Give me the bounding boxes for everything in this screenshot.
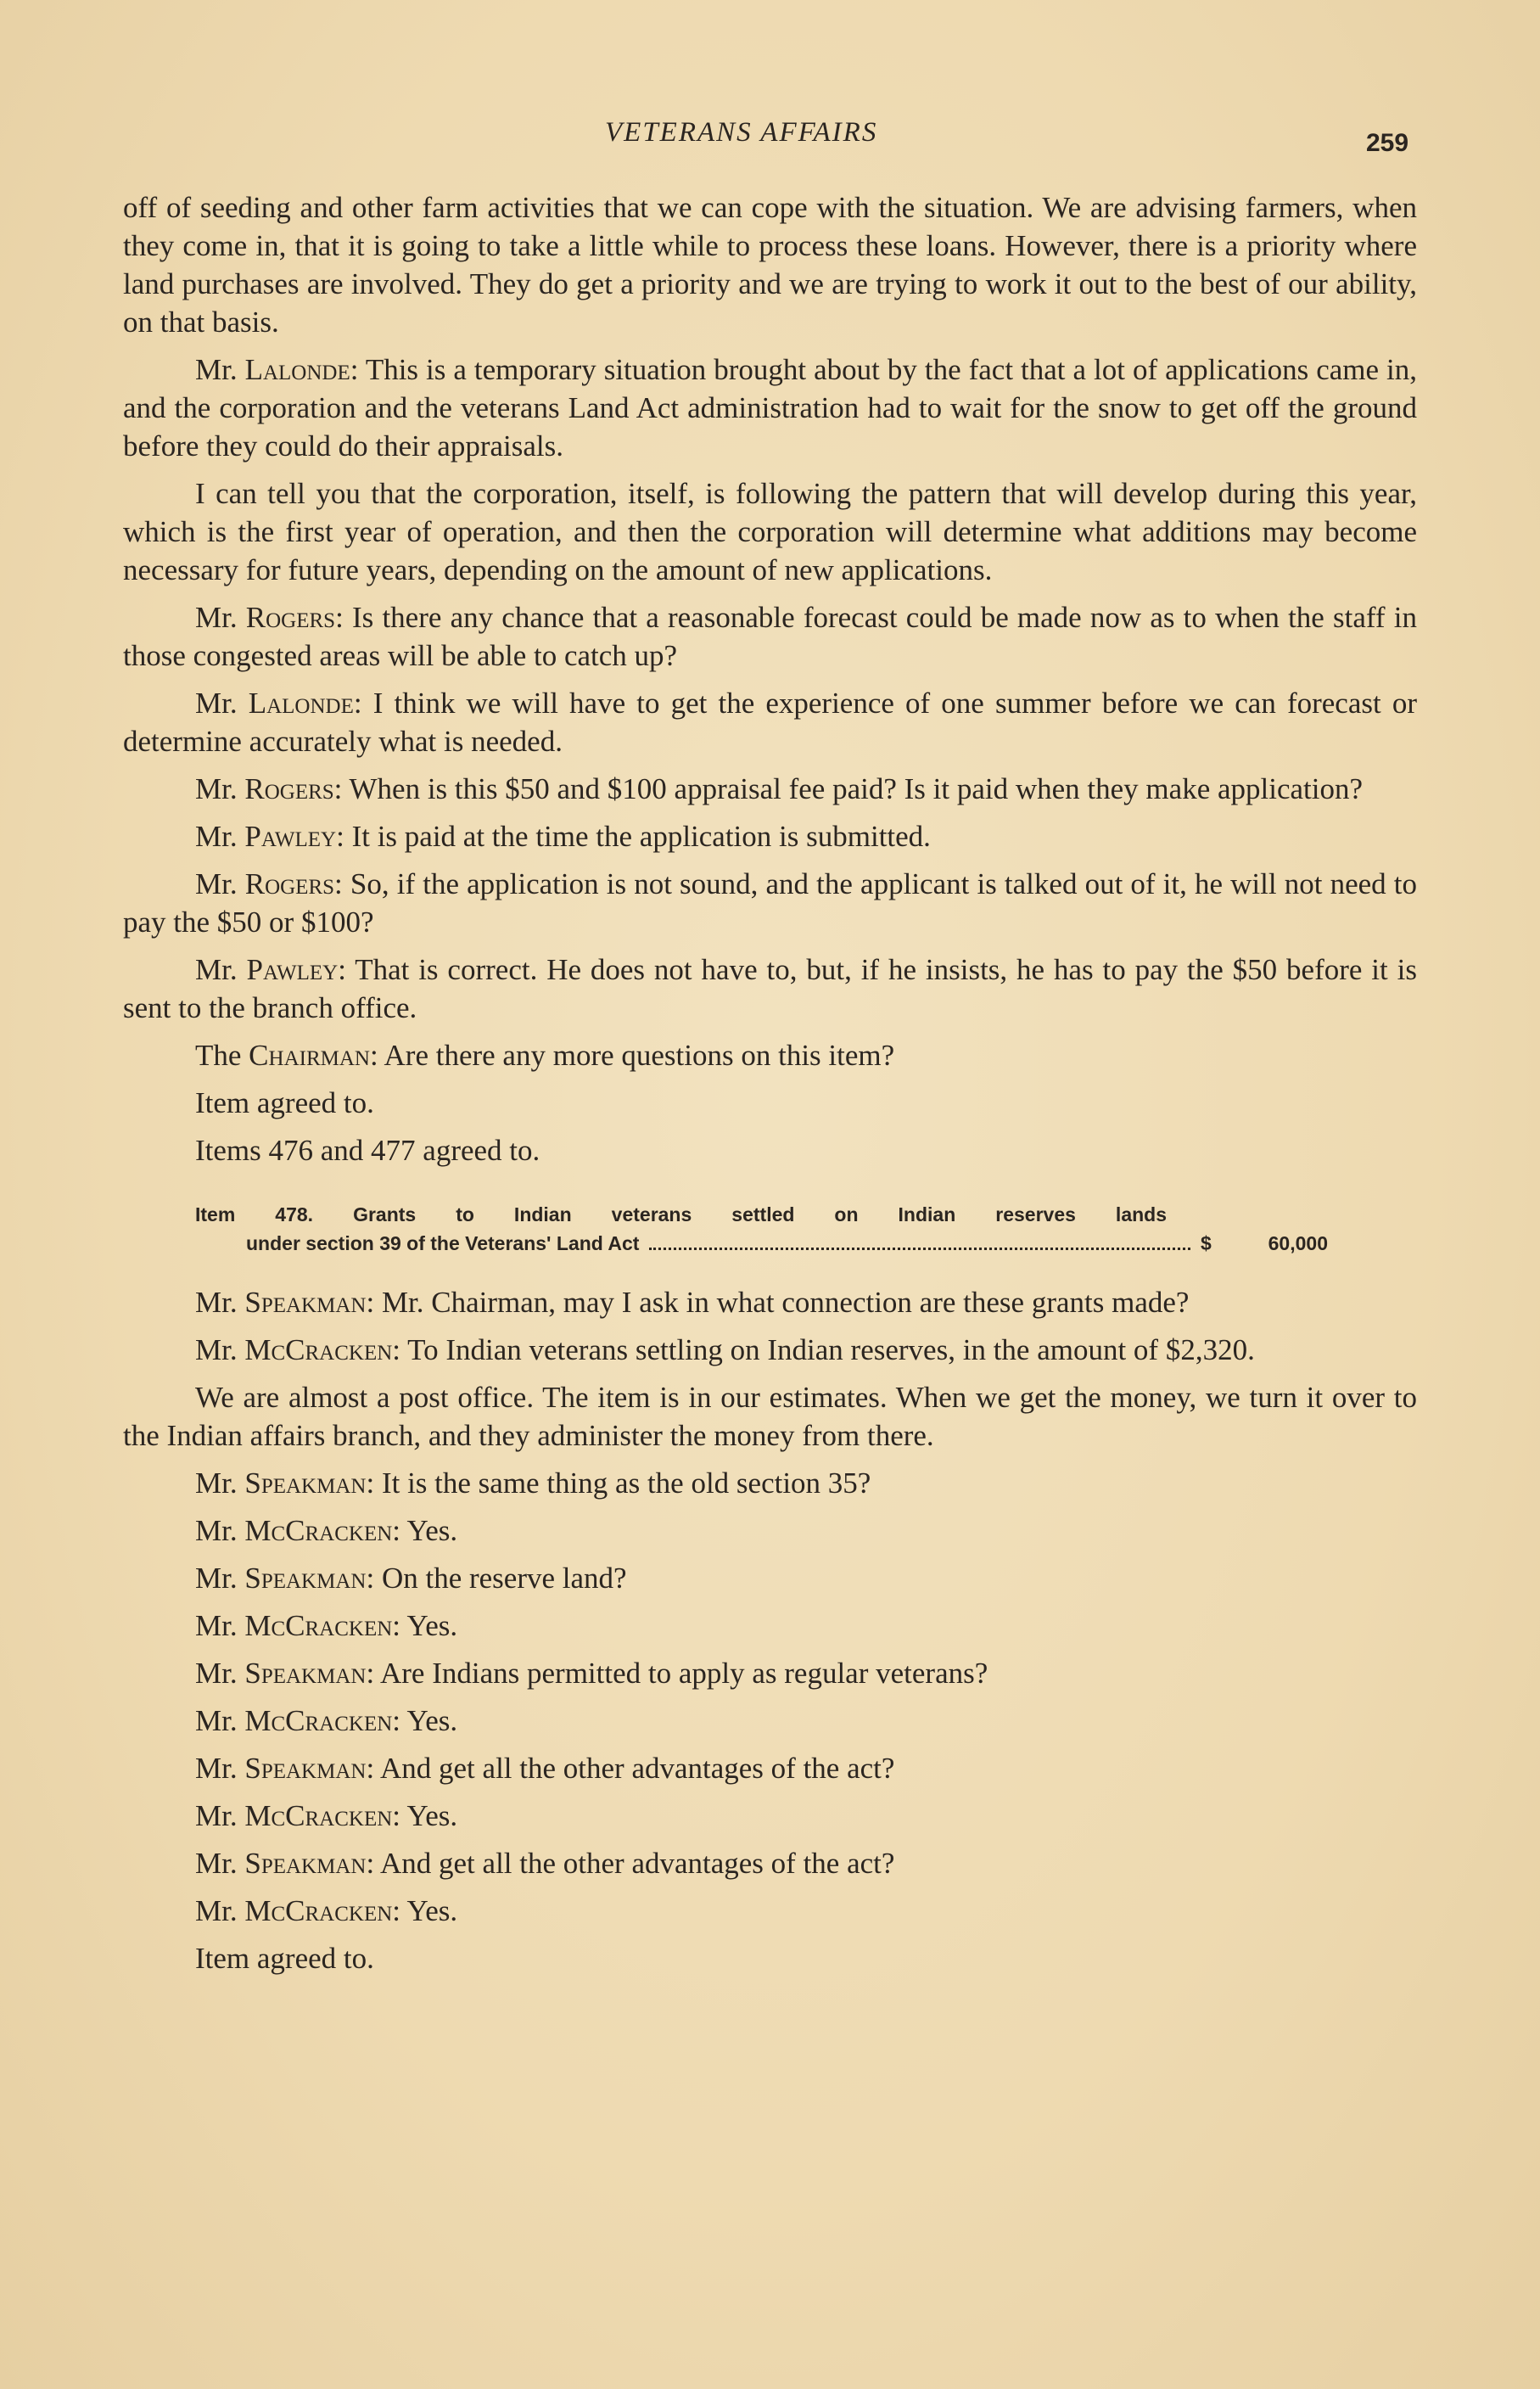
speaker-title: Mr. bbox=[195, 1657, 245, 1690]
speaker-title: Mr. bbox=[195, 601, 246, 634]
speaker-title: Mr. bbox=[195, 1609, 245, 1642]
paragraph-text: Yes. bbox=[406, 1514, 458, 1547]
speech-paragraph bbox=[123, 1844, 1417, 1882]
paragraph-text: Item agreed to. bbox=[195, 1086, 374, 1119]
speaker-colon: : bbox=[392, 1609, 407, 1642]
text-paragraph bbox=[123, 1131, 1417, 1169]
text-paragraph bbox=[123, 474, 1417, 589]
speaker-colon: : bbox=[392, 1704, 407, 1737]
estimate-item-title: Item 478. Grants to Indian veterans settled on Indian reserves lands bbox=[195, 1203, 1167, 1225]
speaker-name: Speakman bbox=[244, 1847, 367, 1880]
paragraph-text: It is the same thing as the old section 35? bbox=[381, 1466, 871, 1500]
speaker-colon: : bbox=[366, 1752, 380, 1785]
text-paragraph bbox=[123, 1939, 1417, 1977]
speaker-colon: : bbox=[334, 867, 350, 900]
speaker-name: Rogers bbox=[245, 601, 336, 634]
speech-paragraph bbox=[123, 1036, 1417, 1074]
speaker-title: Mr. bbox=[195, 1562, 245, 1595]
speaker-colon: : bbox=[333, 772, 350, 805]
paragraph-text: On the reserve land? bbox=[381, 1562, 627, 1595]
speaker-title: Mr. bbox=[195, 1466, 245, 1500]
speech-paragraph bbox=[123, 770, 1417, 808]
speaker-title: Mr. bbox=[195, 1799, 245, 1832]
speaker-title: Mr. bbox=[195, 1704, 245, 1737]
speech-paragraph bbox=[123, 1283, 1417, 1321]
estimate-item-currency: $ bbox=[1201, 1232, 1212, 1254]
speaker-colon: : bbox=[392, 1333, 408, 1366]
speaker-name: McCracken bbox=[244, 1514, 393, 1547]
speaker-name: Speakman bbox=[244, 1286, 367, 1319]
paragraph-text: I can tell you that the corporation, itself, is following the pattern that will develop during this year, which is the first year of operation, and then the corporation will determine what additions may become necessary for future years, depending on the amount of new applications. bbox=[123, 477, 1417, 586]
speaker-title: Mr. bbox=[195, 1847, 245, 1880]
speech-paragraph bbox=[123, 1654, 1417, 1692]
paragraph-text: Items 476 and 477 agreed to. bbox=[195, 1134, 540, 1167]
speech-paragraph bbox=[123, 1464, 1417, 1502]
paragraph-text: So, if the application is not sound, and the applicant is talked out of it, he will not need to pay the $50 or $100? bbox=[123, 867, 1417, 939]
speaker-colon: : bbox=[366, 1466, 382, 1500]
speaker-title: Mr. bbox=[195, 1514, 245, 1547]
speech-paragraph bbox=[123, 817, 1417, 855]
paragraphs-after bbox=[123, 1283, 1417, 1977]
speaker-colon: : bbox=[392, 1799, 407, 1832]
paragraph-text: That is correct. He does not have to, but, if he insists, he has to pay the $50 before it is sent to the branch office. bbox=[123, 953, 1417, 1024]
estimate-item-amount-group bbox=[1201, 1229, 1328, 1258]
paragraph-text: Yes. bbox=[406, 1894, 458, 1927]
paragraph-text: Is there any chance that a reasonable forecast could be made now as to when the staff in those congested areas will be able to catch up? bbox=[123, 601, 1417, 672]
speech-paragraph bbox=[123, 1702, 1417, 1740]
speaker-colon: : bbox=[366, 1286, 382, 1319]
speaker-title: Mr. bbox=[195, 867, 245, 900]
speaker-colon: : bbox=[350, 353, 366, 386]
paragraph-text: This is a temporary situation brought about by the fact that a lot of applications came in, and the corporation and the veterans Land Act administration had to wait for the snow to get off the ground before they could do their appraisals. bbox=[123, 353, 1418, 463]
speaker-name: McCracken bbox=[244, 1704, 393, 1737]
speaker-title: Mr. bbox=[195, 1752, 245, 1785]
speaker-name: Lalonde bbox=[244, 353, 350, 386]
estimate-item bbox=[123, 1200, 1417, 1258]
speaker-colon: : bbox=[336, 820, 352, 853]
running-title: VETERANS AFFAIRS bbox=[605, 117, 878, 148]
paragraph-text: off of seeding and other farm activities that we can cope with the situation. We are advising farmers, when they come in, that it is going to take a little while to process these loans. However, there is a priority where land purchases are involved. They do get a priority and we are trying to work it out to the best of our ability, on that basis. bbox=[123, 191, 1417, 339]
speaker-colon: : bbox=[392, 1514, 407, 1547]
estimate-item-amount: 60,000 bbox=[1268, 1232, 1328, 1254]
speaker-title: Mr. bbox=[195, 1333, 245, 1366]
paragraph-text: To Indian veterans settling on Indian reserves, in the amount of $2,320. bbox=[407, 1333, 1255, 1366]
paragraph-text: We are almost a post office. The item is in our estimates. When we get the money, we turn it over to the Indian affairs branch, and they administer the money from there. bbox=[123, 1381, 1417, 1452]
paragraph-text: And get all the other advantages of the act? bbox=[380, 1847, 895, 1880]
speaker-name: Chairman bbox=[249, 1039, 370, 1072]
text-paragraph bbox=[123, 188, 1417, 341]
speech-paragraph bbox=[123, 1559, 1417, 1597]
speech-paragraph bbox=[123, 1749, 1417, 1787]
text-paragraph bbox=[123, 1084, 1417, 1122]
paragraph-text: Are Indians permitted to apply as regular veterans? bbox=[380, 1657, 988, 1690]
speaker-title: Mr. bbox=[195, 953, 247, 986]
estimate-item-line2 bbox=[123, 1229, 1328, 1258]
speaker-name: Rogers bbox=[244, 867, 335, 900]
speaker-name: McCracken bbox=[244, 1799, 393, 1832]
speaker-colon: : bbox=[366, 1657, 380, 1690]
speech-paragraph bbox=[123, 684, 1417, 760]
speaker-name: Speakman bbox=[244, 1466, 367, 1500]
speaker-title: Mr. bbox=[195, 687, 249, 720]
speaker-title: Mr. bbox=[195, 820, 245, 853]
paragraph-text: And get all the other advantages of the act? bbox=[380, 1752, 895, 1785]
body-text bbox=[123, 188, 1417, 1987]
speaker-colon: : bbox=[335, 601, 352, 634]
paragraphs-before bbox=[123, 188, 1417, 1169]
speech-paragraph bbox=[123, 865, 1417, 941]
speaker-title: Mr. bbox=[195, 353, 245, 386]
running-head bbox=[0, 117, 1540, 160]
speech-paragraph bbox=[123, 1797, 1417, 1835]
paragraph-text: Yes. bbox=[406, 1799, 458, 1832]
speaker-title: Mr. bbox=[195, 772, 245, 805]
speaker-colon: : bbox=[366, 1562, 382, 1595]
paragraph-text: Mr. Chairman, may I ask in what connection are these grants made? bbox=[381, 1286, 1190, 1319]
speaker-name: McCracken bbox=[244, 1333, 393, 1366]
speech-paragraph bbox=[123, 350, 1417, 465]
speaker-name: McCracken bbox=[244, 1894, 393, 1927]
speech-paragraph bbox=[123, 1331, 1417, 1369]
speaker-colon: : bbox=[392, 1894, 407, 1927]
paragraph-text: Yes. bbox=[406, 1704, 458, 1737]
paragraph-text: Item agreed to. bbox=[195, 1942, 374, 1975]
page-number: 259 bbox=[1366, 129, 1409, 157]
speaker-title: Mr. bbox=[195, 1286, 245, 1319]
speaker-name: McCracken bbox=[244, 1609, 393, 1642]
paragraph-text: Yes. bbox=[406, 1609, 458, 1642]
speaker-name: Speakman bbox=[244, 1657, 367, 1690]
speech-paragraph bbox=[123, 951, 1417, 1027]
speaker-colon: : bbox=[353, 687, 373, 720]
dot-leaders bbox=[649, 1248, 1190, 1250]
speaker-name: Pawley bbox=[246, 953, 339, 986]
speech-paragraph bbox=[123, 1892, 1417, 1930]
speaker-name: Lalonde bbox=[248, 687, 354, 720]
paragraph-text: Are there any more questions on this item? bbox=[384, 1039, 895, 1072]
speech-paragraph bbox=[123, 1607, 1417, 1645]
speaker-title: Mr. bbox=[195, 1894, 245, 1927]
speaker-name: Speakman bbox=[244, 1752, 367, 1785]
speaker-name: Rogers bbox=[244, 772, 334, 805]
speaker-name: Speakman bbox=[244, 1562, 367, 1595]
speaker-colon: : bbox=[366, 1847, 380, 1880]
paragraph-text: When is this $50 and $100 appraisal fee paid? Is it paid when they make application? bbox=[349, 772, 1364, 805]
speaker-name: Pawley bbox=[244, 820, 337, 853]
paragraph-text: It is paid at the time the application is submitted. bbox=[351, 820, 931, 853]
speech-paragraph bbox=[123, 598, 1417, 675]
text-paragraph bbox=[123, 1378, 1417, 1455]
speaker-colon: : bbox=[369, 1039, 384, 1072]
paragraph-text: I think we will have to get the experience of one summer before we can forecast or determine accurately what is needed. bbox=[123, 687, 1417, 758]
speech-paragraph bbox=[123, 1511, 1417, 1550]
speaker-colon: : bbox=[338, 953, 356, 986]
estimate-item-description: under section 39 of the Veterans' Land Act bbox=[246, 1232, 640, 1254]
speaker-title: The bbox=[195, 1039, 249, 1072]
